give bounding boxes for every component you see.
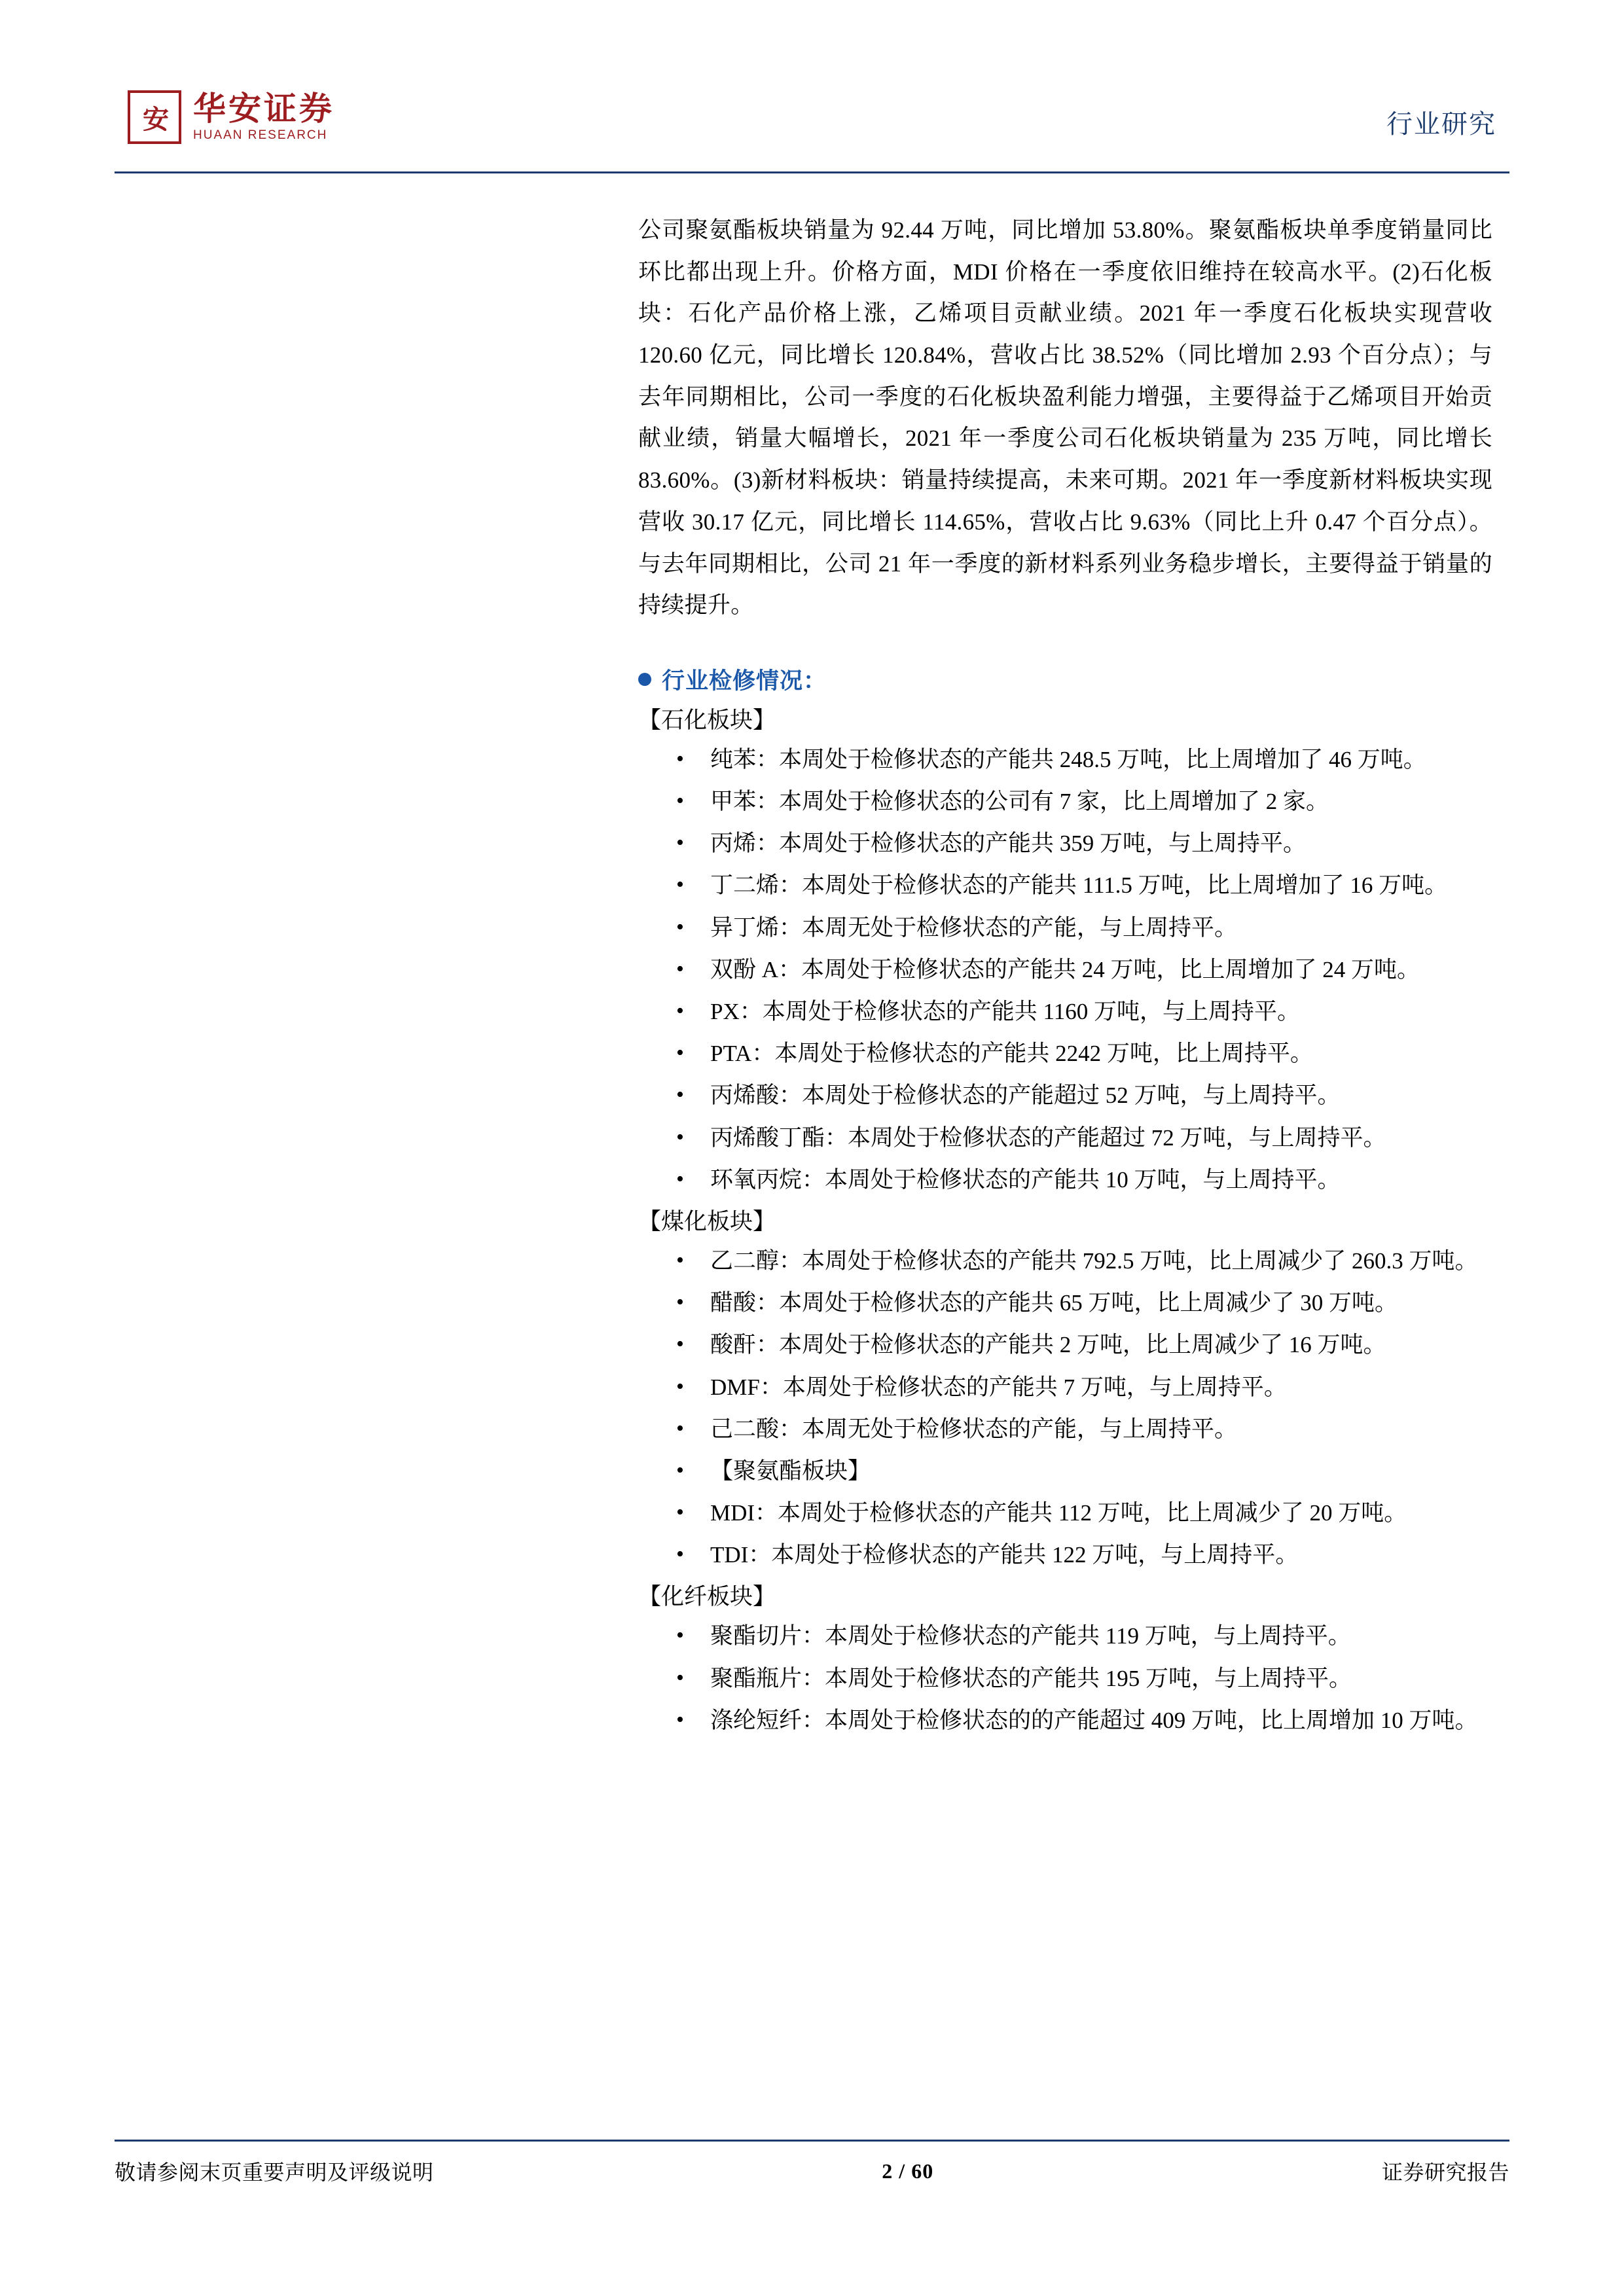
group-item-list [638, 1617, 1492, 1740]
page-content [638, 209, 1492, 1743]
group-label: 【石化板块】 [638, 707, 776, 733]
list-item: • 丁二烯：本周处于检修状态的产能共 111.5 万吨，比上周增加了 16 万吨。 [638, 866, 1492, 905]
list-item: • 聚酯瓶片：本周处于检修状态的产能共 195 万吨，与上周持平。 [638, 1659, 1492, 1698]
list-item: • TDI：本周处于检修状态的产能共 122 万吨，与上周持平。 [638, 1535, 1492, 1575]
list-item: • 己二酸：本周无处于检修状态的产能，与上周持平。 [638, 1410, 1492, 1449]
logo-name-cn: 华安证券 [193, 90, 334, 127]
list-item: • MDI：本周处于检修状态的产能共 112 万吨，比上周减少了 20 万吨。 [638, 1494, 1492, 1533]
header-divider [115, 171, 1509, 173]
list-item: • 乙二醇：本周处于检修状态的产能共 792.5 万吨，比上周减少了 260.3 万吨。 [638, 1242, 1492, 1281]
footer-disclaimer: 敬请参阅末页重要声明及评级说明 [115, 2161, 434, 2184]
page-header [115, 79, 1509, 170]
logo-seal-icon: 安 [128, 90, 181, 144]
footer-divider [115, 2140, 1509, 2142]
header-title: 行业研究 [1386, 109, 1496, 139]
section-heading [638, 663, 1492, 696]
page-number: 2 / 60 [882, 2159, 934, 2183]
list-item: • 丙烯：本周处于检修状态的产能共 359 万吨，与上周持平。 [638, 824, 1492, 863]
list-item: • 环氧丙烷：本周处于检修状态的产能共 10 万吨，与上周持平。 [638, 1160, 1492, 1200]
logo-text [193, 92, 334, 143]
list-item: • DMF：本周处于检修状态的产能共 7 万吨，与上周持平。 [638, 1368, 1492, 1407]
list-item: • 涤纶短纤：本周处于检修状态的的产能超过 409 万吨，比上周增加 10 万吨。 [638, 1701, 1492, 1740]
group-item-list [638, 740, 1492, 1200]
logo-name-en: HUAAN RESEARCH [193, 128, 328, 143]
group-petrochemical [638, 702, 1492, 1200]
list-item: • 聚酯切片：本周处于检修状态的产能共 119 万吨，与上周持平。 [638, 1617, 1492, 1656]
list-item: • 丙烯酸：本周处于检修状态的产能超过 52 万吨，与上周持平。 [638, 1076, 1492, 1115]
bullet-dot-icon [638, 673, 651, 686]
section-title: 行业检修情况： [662, 668, 827, 694]
list-item: • 纯苯：本周处于检修状态的产能共 248.5 万吨，比上周增加了 46 万吨。 [638, 740, 1492, 780]
group-coal-chemical [638, 1204, 1492, 1575]
list-item: • 丙烯酸丁酯：本周处于检修状态的产能超过 72 万吨，与上周持平。 [638, 1119, 1492, 1158]
list-item: • 酸酐：本周处于检修状态的产能共 2 万吨，比上周减少了 16 万吨。 [638, 1325, 1492, 1365]
list-item: • 醋酸：本周处于检修状态的产能共 65 万吨，比上周减少了 30 万吨。 [638, 1283, 1492, 1323]
group-label: 【化纤板块】 [638, 1584, 776, 1610]
list-item: • PX：本周处于检修状态的产能共 1160 万吨，与上周持平。 [638, 992, 1492, 1031]
list-item: • PTA：本周处于检修状态的产能共 2242 万吨，比上周持平。 [638, 1034, 1492, 1073]
group-label: 【煤化板块】 [638, 1208, 776, 1234]
group-chemical-fiber [638, 1579, 1492, 1740]
footer-report-label: 证券研究报告 [1381, 2161, 1509, 2184]
list-item: • 异丁烯：本周无处于检修状态的产能，与上周持平。 [638, 908, 1492, 948]
list-item: • 甲苯：本周处于检修状态的公司有 7 家，比上周增加了 2 家。 [638, 782, 1492, 821]
list-item: • 双酚 A：本周处于检修状态的产能共 24 万吨，比上周增加了 24 万吨。 [638, 950, 1492, 990]
list-item: • 【聚氨酯板块】 [638, 1452, 1492, 1491]
page-footer [115, 2156, 1509, 2186]
group-item-list [638, 1242, 1492, 1575]
body-paragraph: 公司聚氨酯板块销量为 92.44 万吨，同比增加 53.80%。聚氨酯板块单季度销量同比环比都出现上升。价格方面，MDI 价格在一季度依旧维持在较高水平。(2)石化板块：石化产品价格上涨，乙烯项目贡献业绩。2021 年一季度石化板块实现营收 120.60 亿元，同比增长 120.84%，营收占比 38.52%（同比增加 2.93 个百分点）；与去年同期相比，公司一季度的石化板块盈利能力增强，主要得益于乙烯项目开始贡献业绩，销量大幅增长，2021 年一季度公司石化板块销量为 235 万吨，同比增长 83.60%。(3)新材料板块：销量持续提高，未来可期。2021 年一季度新材料板块实现营收 30.17 亿元，同比增长 114.65%，营收占比 9.63%（同比上升 0.47 个百分点）。与去年同期相比，公司 21 年一季度的新材料系列业务稳步增长，主要得益于销量的持续提升。 [638, 217, 1492, 619]
company-logo [128, 90, 334, 144]
